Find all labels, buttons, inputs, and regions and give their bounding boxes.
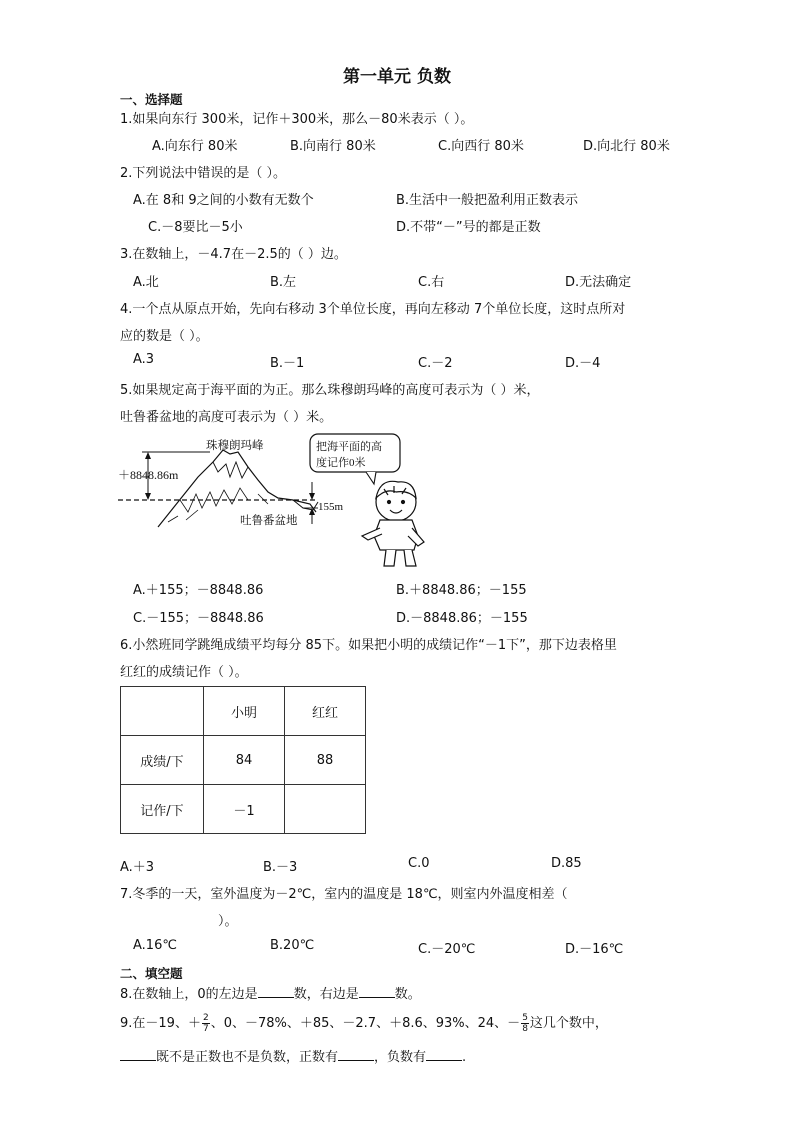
- fraction-denominator: 8: [522, 1024, 528, 1034]
- q6-option-c: C.0: [408, 856, 430, 871]
- answer-blank[interactable]: [426, 1048, 462, 1061]
- q6-option-a: A.＋3: [120, 860, 155, 875]
- q5-option-d: D.－8848.86；－155: [396, 611, 528, 626]
- mountain-label: 珠穆朗玛峰: [206, 440, 264, 452]
- table-header-cell: 小明: [204, 687, 285, 736]
- table-header-cell: 红红: [285, 687, 366, 736]
- question-6-stem-line2: 红红的成绩记作（ ）。: [120, 665, 248, 680]
- basin-label: 吐鲁番盆地: [240, 515, 298, 527]
- q6-option-d: D.85: [551, 856, 582, 871]
- q7-option-a: A.16℃: [133, 938, 177, 953]
- q2-option-d: D.不带“－”号的都是正数: [396, 220, 541, 235]
- table-row: [121, 736, 366, 785]
- q3-option-c: C.右: [418, 275, 445, 290]
- q2-option-a: A.在 8和 9之间的小数有无数个: [133, 193, 314, 208]
- q3-option-a: A.北: [133, 275, 159, 290]
- section-heading-fill: 二、填空题: [120, 966, 183, 981]
- q8-text-3: 数。: [394, 987, 421, 1002]
- q7-option-c: C.－20℃: [418, 942, 476, 957]
- answer-blank[interactable]: [338, 1048, 374, 1061]
- q2-option-b: B.生活中一般把盈利用正数表示: [396, 193, 579, 208]
- bubble-text-line2: 度记作0米: [316, 457, 366, 469]
- question-2-stem: 2.下列说法中错误的是（ ）。: [120, 166, 287, 181]
- question-6-stem-line1: 6.小然班同学跳绳成绩平均每分 85下。如果把小明的成绩记作“－1下”，那下边表格里: [120, 638, 617, 653]
- answer-blank[interactable]: [258, 985, 294, 998]
- q9-text-5: ，负数有: [374, 1050, 427, 1065]
- fraction-five-eighths: [521, 1013, 529, 1034]
- q9-text-2: 、0、－78%、＋85、－2.7、＋8.6、93%、24、－: [210, 1016, 521, 1031]
- q8-text-1: 8.在数轴上，0的左边是: [120, 987, 258, 1002]
- table-row: [121, 785, 366, 834]
- q4-option-d: D.－4: [565, 356, 601, 371]
- fraction-denominator: 7: [202, 1024, 209, 1034]
- q8-text-2: 数，右边是: [293, 987, 359, 1002]
- answer-blank[interactable]: [120, 1048, 156, 1061]
- q3-option-b: B.左: [270, 275, 297, 290]
- table-cell: 84: [204, 736, 285, 785]
- q4-option-c: C.－2: [418, 356, 453, 371]
- q9-text-3: 这几个数中，: [529, 1016, 608, 1031]
- question-1-stem: 1.如果向东行 300米，记作＋300米，那么－80米表示（ ）。: [120, 112, 474, 127]
- table-header-row: [121, 687, 366, 736]
- question-8: [120, 983, 421, 1002]
- q4-option-a: A.3: [133, 352, 155, 367]
- table-header-cell: [121, 687, 204, 736]
- height-label: ＋8848.86m: [118, 468, 179, 482]
- table-cell: －1: [204, 785, 285, 834]
- question-5-stem-line2: 吐鲁番盆地的高度可表示为（ ）米。: [120, 410, 333, 425]
- question-3-stem: 3.在数轴上，－4.7在－2.5的（ ）边。: [120, 247, 347, 262]
- question-9-line2: [120, 1046, 466, 1065]
- depth-label: 155m: [318, 501, 344, 513]
- bubble-text-line1: 把海平面的高: [316, 441, 382, 453]
- q1-option-d: D.向北行 80米: [583, 139, 670, 154]
- q2-option-c: C.－8要比－5小: [148, 220, 243, 235]
- q9-text-1: 9.在－19、＋: [120, 1016, 201, 1031]
- fraction-two-sevenths: [202, 1013, 210, 1034]
- q1-option-c: C.向西行 80米: [438, 139, 524, 154]
- everest-turpan-figure: [118, 432, 438, 572]
- question-7-stem-line2: ）。: [218, 914, 238, 929]
- table-cell: 88: [285, 736, 366, 785]
- boy-illustration: [362, 481, 424, 566]
- page-title: 第一单元 负数: [343, 67, 451, 87]
- question-5-stem-line1: 5.如果规定高于海平面的为正。那么珠穆朗玛峰的高度可表示为（ ）米，: [120, 383, 540, 398]
- q3-option-d: D.无法确定: [565, 275, 632, 290]
- table-cell: 成绩/下: [121, 736, 204, 785]
- q4-option-b: B.－1: [270, 356, 305, 371]
- q1-option-a: A.向东行 80米: [152, 139, 238, 154]
- q6-option-b: B.－3: [263, 860, 298, 875]
- table-cell: [285, 785, 366, 834]
- q7-option-d: D.－16℃: [565, 942, 624, 957]
- q7-option-b: B.20℃: [270, 938, 315, 953]
- q5-option-a: A.＋155；－8848.86: [133, 583, 264, 598]
- q5-option-c: C.－155；－8848.86: [133, 611, 264, 626]
- question-4-stem-line2: 应的数是（ ）。: [120, 329, 209, 344]
- answer-blank[interactable]: [359, 985, 395, 998]
- q9-text-6: .: [462, 1050, 467, 1065]
- question-4-stem-line1: 4.一个点从原点开始，先向右移动 3个单位长度，再向左移动 7个单位长度，这时点所对: [120, 302, 626, 317]
- q5-option-b: B.＋8848.86；－155: [396, 583, 527, 598]
- table-cell: 记作/下: [121, 785, 204, 834]
- q9-text-4: 既不是正数也不是负数，正数有: [156, 1050, 339, 1065]
- fraction-numerator: 2: [202, 1013, 209, 1023]
- question-9-line1: [120, 1012, 608, 1034]
- section-heading-choice: 一、选择题: [120, 92, 183, 107]
- q1-option-b: B.向南行 80米: [290, 139, 376, 154]
- score-table: [120, 686, 366, 834]
- question-7-stem-line1: 7.冬季的一天，室外温度为－2℃，室内的温度是 18℃，则室内外温度相差（: [120, 887, 568, 902]
- fraction-numerator: 5: [522, 1013, 528, 1023]
